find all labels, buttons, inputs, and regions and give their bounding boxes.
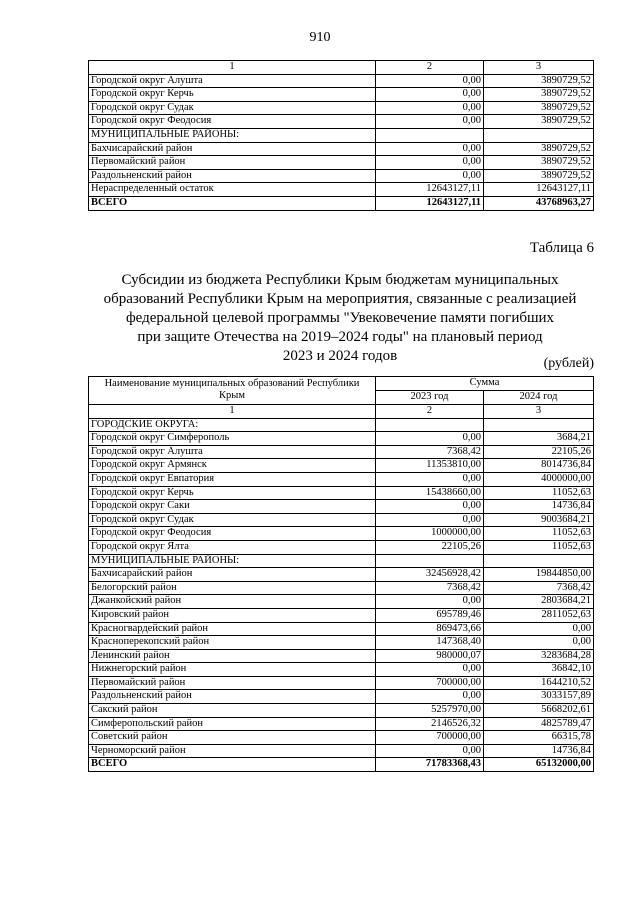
row-name-cell: Нераспределенный остаток xyxy=(89,183,376,197)
units-label: (рублей) xyxy=(543,356,594,371)
row-value-cell: 7368,42 xyxy=(376,581,484,595)
row-name-cell: Сакский район xyxy=(89,704,376,718)
table-row xyxy=(89,568,594,582)
main-table-header-row xyxy=(89,377,594,391)
row-value-cell: 12643127,11 xyxy=(376,183,484,197)
row-value-cell: 0,00 xyxy=(376,115,484,129)
row-value-cell: 3890729,52 xyxy=(484,74,594,88)
row-name-cell: Белогорский район xyxy=(89,581,376,595)
table-row xyxy=(89,717,594,731)
row-name-cell: Городской округ Алушта xyxy=(89,445,376,459)
row-name-cell: Кировский район xyxy=(89,608,376,622)
row-value-cell: 11052,63 xyxy=(484,540,594,554)
row-name-cell: Городской округ Симферополь xyxy=(89,432,376,446)
table-row xyxy=(89,513,594,527)
row-value-cell: 66315,78 xyxy=(484,731,594,745)
column-number-2: 2 xyxy=(376,405,484,419)
row-value-cell: 695789,46 xyxy=(376,608,484,622)
row-value-cell: 9003684,21 xyxy=(484,513,594,527)
row-name-cell: Городской округ Алушта xyxy=(89,74,376,88)
table-row xyxy=(89,636,594,650)
row-name-cell: Симферопольский район xyxy=(89,717,376,731)
row-value-cell: 3283684,28 xyxy=(484,649,594,663)
row-value-cell: 3684,21 xyxy=(484,432,594,446)
row-value-cell xyxy=(484,554,594,568)
row-value-cell: 36842,10 xyxy=(484,663,594,677)
row-value-cell: 12643127,11 xyxy=(484,183,594,197)
row-value-cell: 4000000,00 xyxy=(484,472,594,486)
row-name-cell: Городской округ Керчь xyxy=(89,486,376,500)
row-name-cell: Первомайский район xyxy=(89,676,376,690)
row-name-cell: МУНИЦИПАЛЬНЫЕ РАЙОНЫ: xyxy=(89,128,376,142)
row-value-cell: 0,00 xyxy=(376,513,484,527)
row-value-cell: 2146526,32 xyxy=(376,717,484,731)
table-row xyxy=(89,663,594,677)
page-number: 910 xyxy=(309,30,331,45)
row-value-cell: 0,00 xyxy=(376,472,484,486)
table-row xyxy=(89,554,594,568)
row-name-cell: Советский район xyxy=(89,731,376,745)
row-value-cell: 1000000,00 xyxy=(376,527,484,541)
row-name-cell: Джанкойский район xyxy=(89,595,376,609)
row-value-cell: 0,00 xyxy=(376,432,484,446)
table-row xyxy=(89,608,594,622)
row-value-cell: 4825789,47 xyxy=(484,717,594,731)
row-value-cell xyxy=(376,554,484,568)
row-value-cell: 700000,00 xyxy=(376,731,484,745)
table-row xyxy=(89,500,594,514)
row-value-cell: 22105,26 xyxy=(484,445,594,459)
row-name-cell: Ленинский район xyxy=(89,649,376,663)
table-row xyxy=(89,196,594,210)
row-value-cell: 869473,66 xyxy=(376,622,484,636)
header-name: Наименование муниципальных образований Республики Крым xyxy=(89,377,376,405)
row-value-cell: 2811052,63 xyxy=(484,608,594,622)
main-table-column-numbers xyxy=(89,405,594,419)
row-value-cell: 22105,26 xyxy=(376,540,484,554)
row-value-cell: 0,00 xyxy=(484,636,594,650)
table-row xyxy=(89,432,594,446)
row-value-cell: 0,00 xyxy=(376,101,484,115)
table-row xyxy=(89,704,594,718)
row-value-cell: 3890729,52 xyxy=(484,88,594,102)
row-value-cell: 19844850,00 xyxy=(484,568,594,582)
row-value-cell: 0,00 xyxy=(376,156,484,170)
row-value-cell: 7368,42 xyxy=(376,445,484,459)
row-value-cell: 71783368,43 xyxy=(376,758,484,772)
row-value-cell: 65132000,00 xyxy=(484,758,594,772)
table-row xyxy=(89,744,594,758)
row-name-cell: Нижнегорский район xyxy=(89,663,376,677)
row-name-cell: ГОРОДСКИЕ ОКРУГА: xyxy=(89,418,376,432)
column-number-3: 3 xyxy=(484,61,594,75)
row-name-cell: Городской округ Керчь xyxy=(89,88,376,102)
row-name-cell: Городской округ Феодосия xyxy=(89,527,376,541)
row-name-cell: Черноморский район xyxy=(89,744,376,758)
row-value-cell: 700000,00 xyxy=(376,676,484,690)
row-value-cell: 12643127,11 xyxy=(376,196,484,210)
row-name-cell: МУНИЦИПАЛЬНЫЕ РАЙОНЫ: xyxy=(89,554,376,568)
row-name-cell: ВСЕГО xyxy=(89,758,376,772)
table-row xyxy=(89,690,594,704)
row-name-cell: Городской округ Феодосия xyxy=(89,115,376,129)
table-row xyxy=(89,74,594,88)
row-value-cell: 3033157,89 xyxy=(484,690,594,704)
column-number-1: 1 xyxy=(89,61,376,75)
row-value-cell: 0,00 xyxy=(484,622,594,636)
row-value-cell: 0,00 xyxy=(376,74,484,88)
table-row xyxy=(89,731,594,745)
row-name-cell: Городской округ Судак xyxy=(89,101,376,115)
row-name-cell: Городской округ Саки xyxy=(89,500,376,514)
row-name-cell: Бахчисарайский район xyxy=(89,568,376,582)
row-value-cell xyxy=(484,418,594,432)
row-value-cell: 11052,63 xyxy=(484,527,594,541)
table-row xyxy=(89,486,594,500)
row-value-cell: 43768963,27 xyxy=(484,196,594,210)
main-table xyxy=(88,376,594,772)
row-value-cell: 3890729,52 xyxy=(484,115,594,129)
row-value-cell: 0,00 xyxy=(376,142,484,156)
table-row xyxy=(89,88,594,102)
row-value-cell xyxy=(484,128,594,142)
row-value-cell: 14736,84 xyxy=(484,744,594,758)
table-row xyxy=(89,169,594,183)
row-value-cell: 11353810,00 xyxy=(376,459,484,473)
row-value-cell: 5668202,61 xyxy=(484,704,594,718)
table-row xyxy=(89,527,594,541)
row-value-cell: 1644210,52 xyxy=(484,676,594,690)
table-row xyxy=(89,101,594,115)
row-value-cell xyxy=(376,128,484,142)
table-row xyxy=(89,649,594,663)
row-value-cell: 0,00 xyxy=(376,744,484,758)
row-value-cell: 980000,07 xyxy=(376,649,484,663)
row-name-cell: Красноперекопский район xyxy=(89,636,376,650)
row-value-cell: 147368,40 xyxy=(376,636,484,650)
table-row xyxy=(89,445,594,459)
table-row xyxy=(89,581,594,595)
table-row xyxy=(89,472,594,486)
row-value-cell: 0,00 xyxy=(376,169,484,183)
row-value-cell: 14736,84 xyxy=(484,500,594,514)
column-number-3: 3 xyxy=(484,405,594,419)
row-value-cell: 7368,42 xyxy=(484,581,594,595)
row-name-cell: Городской округ Судак xyxy=(89,513,376,527)
row-name-cell: Первомайский район xyxy=(89,156,376,170)
title-line: образований Республики Крым на мероприятия, связанные с реализацией xyxy=(103,291,577,307)
header-sum: Сумма xyxy=(376,377,594,391)
row-name-cell: Городской округ Ялта xyxy=(89,540,376,554)
row-value-cell: 0,00 xyxy=(376,690,484,704)
row-value-cell: 0,00 xyxy=(376,500,484,514)
row-name-cell: Городской округ Армянск xyxy=(89,459,376,473)
table-row xyxy=(89,540,594,554)
row-value-cell: 0,00 xyxy=(376,663,484,677)
row-value-cell: 0,00 xyxy=(376,88,484,102)
row-name-cell: Красногвардейский район xyxy=(89,622,376,636)
row-value-cell: 11052,63 xyxy=(484,486,594,500)
table-row xyxy=(89,183,594,197)
row-value-cell: 15438660,00 xyxy=(376,486,484,500)
table-row xyxy=(89,128,594,142)
row-value-cell: 2803684,21 xyxy=(484,595,594,609)
header-year-2024: 2024 год xyxy=(484,391,594,405)
header-year-2023: 2023 год xyxy=(376,391,484,405)
title-line: Субсидии из бюджета Республики Крым бюджетам муниципальных xyxy=(121,272,559,288)
row-value-cell: 32456928,42 xyxy=(376,568,484,582)
table-row xyxy=(89,595,594,609)
table-row xyxy=(89,459,594,473)
row-name-cell: Бахчисарайский район xyxy=(89,142,376,156)
table-row xyxy=(89,622,594,636)
table-row xyxy=(89,418,594,432)
row-value-cell xyxy=(376,418,484,432)
row-value-cell: 3890729,52 xyxy=(484,142,594,156)
table-row xyxy=(89,676,594,690)
table-row xyxy=(89,142,594,156)
row-value-cell: 3890729,52 xyxy=(484,169,594,183)
title-line: 2023 и 2024 годов xyxy=(282,348,398,364)
row-value-cell: 3890729,52 xyxy=(484,101,594,115)
table-title xyxy=(70,271,610,366)
row-value-cell: 3890729,52 xyxy=(484,156,594,170)
row-value-cell: 0,00 xyxy=(376,595,484,609)
top-table-column-numbers xyxy=(89,61,594,75)
row-name-cell: Городской округ Евпатория xyxy=(89,472,376,486)
column-number-1: 1 xyxy=(89,405,376,419)
column-number-2: 2 xyxy=(376,61,484,75)
row-name-cell: Раздольненский район xyxy=(89,690,376,704)
title-line: федеральной целевой программы "Увековечение памяти погибших xyxy=(125,310,555,326)
table-row xyxy=(89,758,594,772)
title-line: при защите Отечества на 2019–2024 годы" на плановый период xyxy=(137,329,543,345)
row-value-cell: 8014736,84 xyxy=(484,459,594,473)
top-table xyxy=(88,60,594,211)
table-label: Таблица 6 xyxy=(529,240,594,256)
row-name-cell: ВСЕГО xyxy=(89,196,376,210)
table-row xyxy=(89,156,594,170)
row-name-cell: Раздольненский район xyxy=(89,169,376,183)
row-value-cell: 5257970,00 xyxy=(376,704,484,718)
table-row xyxy=(89,115,594,129)
